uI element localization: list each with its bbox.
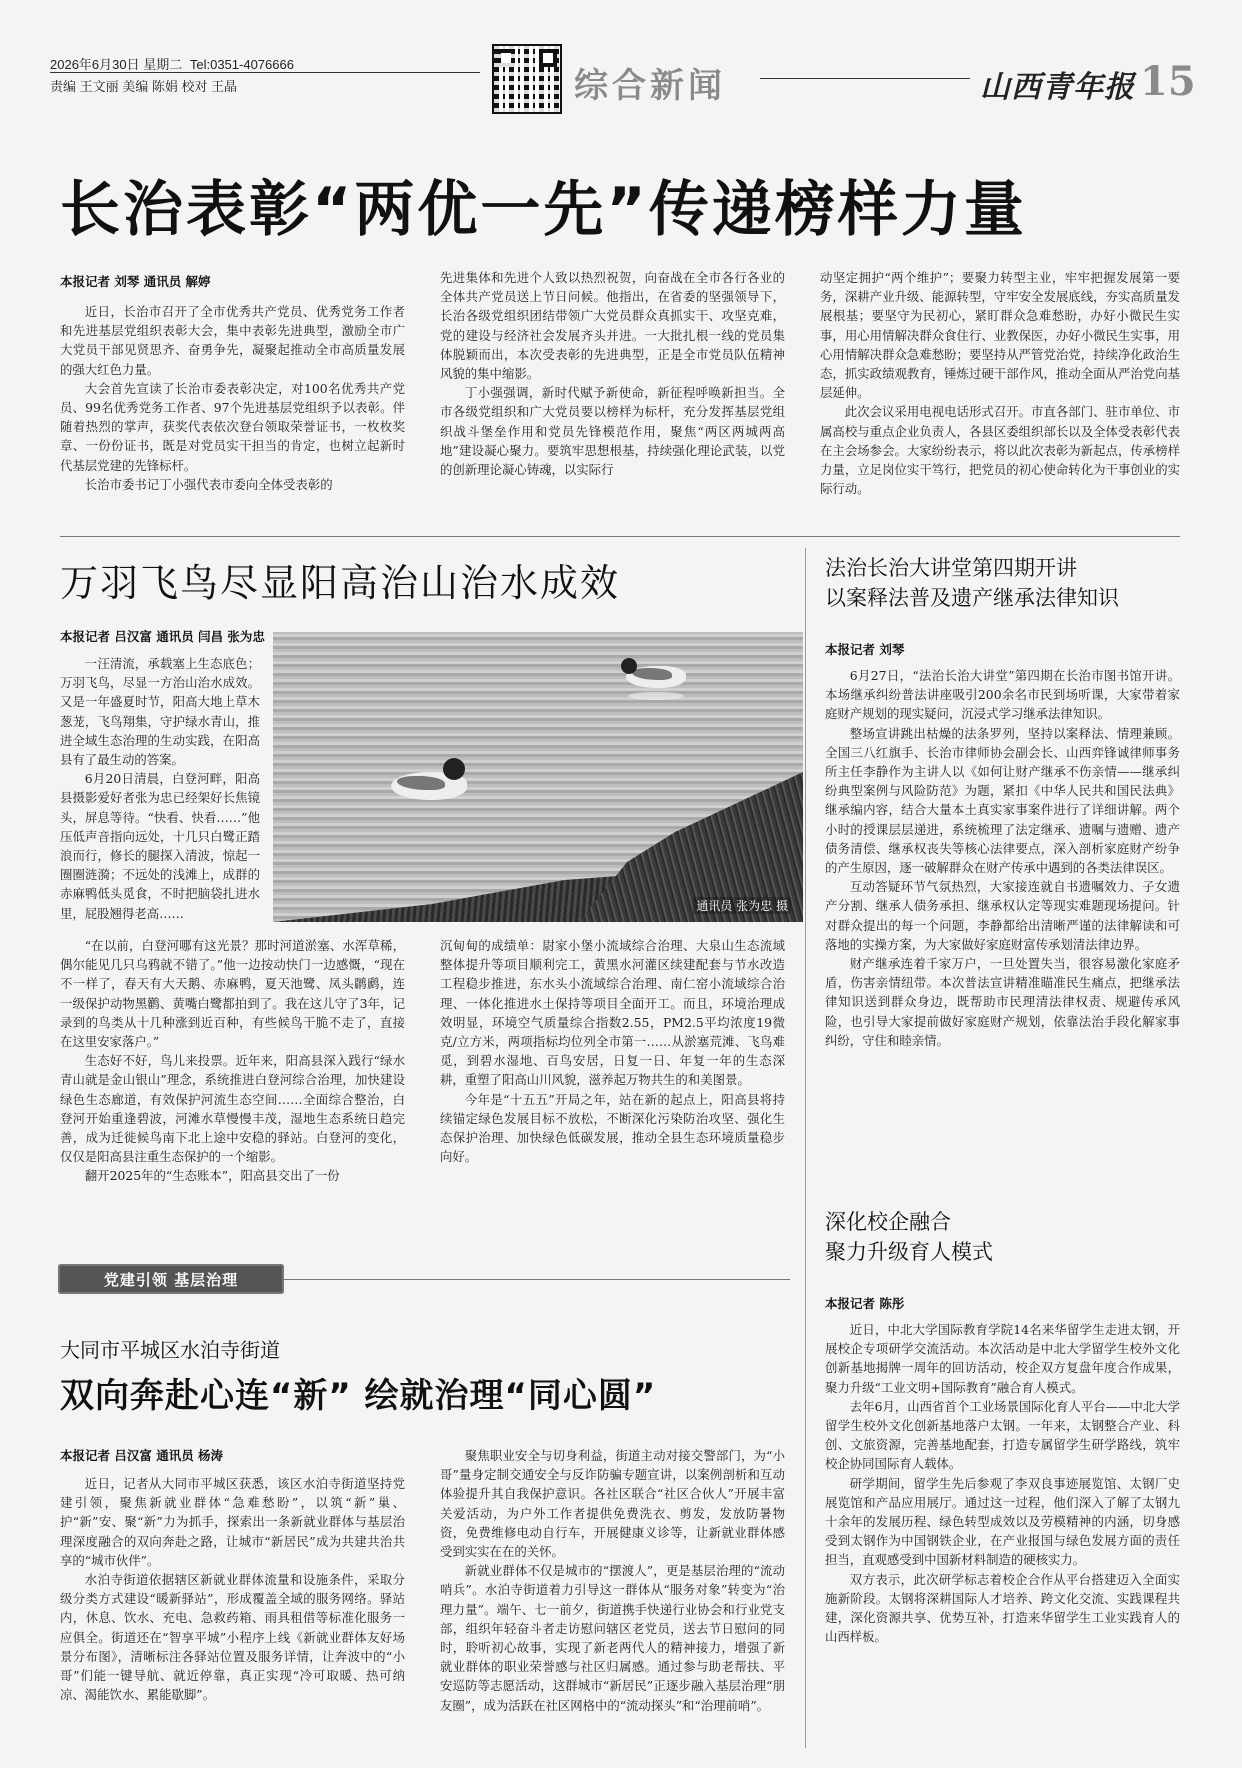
article-2-byline: 本报记者 吕汉富 通讯员 闫昌 张为忠 bbox=[60, 629, 265, 644]
paragraph: 互动答疑环节气氛热烈，大家接连就自书遗嘱效力、子女遗产分割、继承人债务承担、继承权认定等现实难题现场提问。针对群众提出的每一个问题，李静都给出清晰严谨的法律解读和可落地的实操方案，为大家做好家庭财富传承划清法律边界。 bbox=[825, 879, 1180, 952]
masthead-rule-right bbox=[760, 78, 970, 79]
telephone: Tel:0351-4076666 bbox=[189, 57, 294, 72]
paragraph: 新就业群体不仅是城市的“摆渡人”，更是基层治理的“流动哨兵”。水泊寺街道着力引导这一群体从“服务对象”转变为“治理力量”。端午、七一前夕，街道携手快递行业协会和行业党支部，组织年轻奋斗者走访慰问辖区老党员，送去节日慰问的同时，聆听初心故事，实现了新老两代人的精神接力，增强了新就业群体的职业荣誉感与社区归属感。通过参与助老帮扶、平安巡防等志愿活动，这群城市“新居民”正逐步融入基层治理“朋友圈”，成为活跃在社区网格中的“流动探头”和“治理前哨”。 bbox=[440, 1563, 785, 1713]
paragraph: 近日，中北大学国际教育学院14名来华留学生走进太钢，开展校企专项研学交流活动。本次活动是中北大学留学生校外文化创新基地揭牌一周年的回访活动，校企双方复盘年度合作成果，聚力升级“工业文明+国际教育”融合育人模式。 bbox=[825, 1322, 1180, 1395]
date-line bbox=[50, 54, 294, 73]
photo-credit: 通讯员 张为忠 摄 bbox=[693, 897, 791, 914]
gull-icon bbox=[618, 654, 698, 694]
article-3-byline: 本报记者 刘琴 bbox=[825, 642, 905, 657]
article-2-headline: 万羽飞鸟尽显阳高治山治水成效 bbox=[60, 561, 621, 605]
article-2-side-column bbox=[60, 654, 260, 928]
paragraph: 双方表示，此次研学标志着校企合作从平台搭建迈入全面实施新阶段。太钢将深耕国际人才培养、跨文化交流、实践课程共建，深化资源共享、优势互补，打造来华留学生工业实践育人的山西样板。 bbox=[825, 1571, 1180, 1645]
article-5-headline: 双向奔赴心连“新” 绘就治理“同心圆” bbox=[60, 1376, 657, 1416]
paragraph: 一汪清流，承载塞上生态底色；万羽飞鸟，尽显一方治山治水成效。又是一年盛夏时节，阳高大地上草木葱茏，飞鸟翔集，守护绿水青山，推进全域生态治理的生动实践，在阳高县有了最生动的答案。 bbox=[60, 656, 260, 768]
paragraph: 动坚定拥护“两个维护”；要聚力转型主业，牢牢把握发展第一要务，深耕产业升级、能源转型，守牢安全发展底线，夯实高质量发展根基；要坚守为民初心，紧盯群众急难愁盼，办好小微民生实事，用心用情解决群众食住行、业教保医，办好小微民生实事，用心用情解决群众急难愁盼；要坚持从严管党治党，持续净化政治生态，抓实政绩观教育，锤炼过硬干部作风，推动全面从严治党向基层延伸。 bbox=[820, 270, 1180, 401]
article-3-body bbox=[825, 666, 1180, 1202]
gull-icon bbox=[383, 754, 483, 806]
article-2-column-2 bbox=[440, 936, 785, 1184]
article-3-headline-line-1: 法治长治大讲堂第四期开讲 bbox=[825, 556, 1077, 580]
paragraph: 聚焦职业安全与切身利益，街道主动对接交警部门，为“小哥”量身定制交通安全与反诈防骗专题宣讲，以案例剖析和互动体验提升其自我保护意识。各社区联合“社区合伙人”开展丰富关爱活动，为户外工作者提供免费洗衣、剪发，发放防暑物资，免费维修电动自行车，开展健康义诊等，让新就业群体感受到实实在在的关怀。 bbox=[440, 1448, 785, 1560]
article-5-column-2 bbox=[440, 1446, 785, 1744]
article-5-kicker: 大同市平城区水泊寺街道 bbox=[60, 1338, 280, 1362]
paragraph: 生态好不好，鸟儿来投票。近年来，阳高县深入践行“绿水青山就是金山银山”理念，系统推进白登河综合治理，加快建设绿色生态廊道，有效保护河流生态空间……全面综合整治，白登河开始重逢碧波，河滩水草慢慢丰茂，湿地生态系统日趋完善，成为迁徙候鸟南下北上途中安稳的驿站。白登河的变化，仅仅是阳高县注重生态保护的一个缩影。 bbox=[60, 1053, 405, 1165]
editor-credits: 责编 王文丽 美编 陈娟 校对 王晶 bbox=[50, 79, 238, 94]
article-1-column-2 bbox=[440, 268, 785, 520]
paragraph: 长治市委书记丁小强代表市委向全体受表彰的 bbox=[84, 476, 333, 492]
paragraph: 此次会议采用电视电话形式召开。市直各部门、驻市单位、市属高校与重点企业负责人，各县区委组织部长以及全体受表彰代表在主会场参会。大家纷纷表示，将以此次表彰为新起点，传承榜样力量，立足岗位实干笃行，把党员的初心使命转化为干事创业的实际行动。 bbox=[820, 404, 1180, 497]
article-4-body bbox=[825, 1320, 1180, 1740]
paragraph: “在以前，白登河哪有这光景？那时河道淤塞、水浑草稀，偶尔能见几只乌鸦就不错了。”他一边按动快门一边感慨，“现在不一样了，春天有大天鹅、赤麻鸭，夏天池鹭、凤头䴙䴘，连一级保护动物黑鹳、黄嘴白鹭都拍到了。我在这儿守了3年，记录到的鸟类从十几种涨到近百种，有些候鸟干脆不走了，直接在这里安家落户。” bbox=[60, 938, 405, 1050]
section-divider bbox=[60, 536, 1180, 537]
paragraph: 翻开2025年的“生态账本”，阳高县交出了一份 bbox=[84, 1168, 340, 1184]
paragraph: 沉甸甸的成绩单：尉家小堡小流域综合治理、大泉山生态流域整体提升等项目顺利完工，黄黑水河灌区续建配套与节水改造工程稳步推进，东水头小流域综合治理、南仁窑小流域综合治理、一体化推进水土保持等项目全面开工。而且，环境治理成效明显，环境空气质量综合指数2.55，PM2.5平均浓度19微克/立方米，两项指标均位列全市第一……从淤塞荒滩、飞鸟难觅，到碧水湿地、百鸟安居，日复一日、年复一年的生态深耕，重塑了阳高山川风貌，滋养起万物共生的和美图景。 bbox=[440, 938, 785, 1088]
article-1-column-3 bbox=[820, 268, 1180, 520]
paragraph: 去年6月，山西省首个工业场景国际化育人平台——中北大学留学生校外文化创新基地落户太钢。一年来，太钢整合产业、科创、文旅资源，完善基地配套，打造专属留学生研学路线，筑牢校企协同国际育人载体。 bbox=[825, 1398, 1180, 1472]
paragraph: 大会首先宣读了长治市委表彰决定，对100名优秀共产党员、99名优秀党务工作者、97个先进基层党组织予以表彰。伴随着热烈的掌声，获奖代表依次登台领取荣誉证书，一枚枚奖章、一份份证书，既是对党员实干担当的肯定，也树立起新时代基层党建的先锋标杆。 bbox=[60, 380, 405, 473]
column-tag: 党建引领 基层治理 bbox=[58, 1264, 284, 1294]
article-3-headline-line-2: 以案释法普及遗产继承法律知识 bbox=[825, 586, 1119, 610]
paragraph: 丁小强强调，新时代赋予新使命，新征程呼唤新担当。全市各级党组织和广大党员要以榜样为标杆，充分发挥基层党组织战斗堡垒作用和党员先锋模范作用，聚焦“两区两城两高地”建设凝心聚力。要筑牢思想根基，持续强化理论武装，以党的创新理论凝心铸魂，以实际行 bbox=[440, 385, 785, 478]
article-1-column-1 bbox=[60, 302, 405, 520]
article-2-column-1 bbox=[60, 936, 405, 1184]
paragraph: 6月27日，“法治长治大讲堂”第四期在长治市图书馆开讲。本场继承纠纷普法讲座吸引200余名市民到场听课，大家带着家庭财产规划的现实疑问，沉浸式学习继承法律知识。 bbox=[825, 668, 1180, 722]
masthead-rule-left bbox=[50, 72, 480, 73]
article-1-headline: 长治表彰“两优一先”传递榜样力量 bbox=[60, 175, 1027, 245]
page-number: 15 bbox=[1140, 58, 1196, 105]
paragraph: 近日，记者从大同市平城区获悉，该区水泊寺街道坚持党建引领，聚焦新就业群体“急难愁盼”，以筑“新”巢、护“新”安、聚“新”力为抓手，探索出一条新就业群体与基层治理深度融合的双向奔赴之路，让城市“新居民”成为共建共治共享的“城市伙伴”。 bbox=[60, 1476, 405, 1568]
paragraph: 今年是“十五五”开局之年，站在新的起点上，阳高县将持续锚定绿色发展目标不放松，不断深化污染防治攻坚、强化生态保护治理、加快绿色低碳发展，推动全县生态环境质量稳步向好。 bbox=[440, 1091, 785, 1165]
article-4-headline-line-2: 聚力升级育人模式 bbox=[825, 1240, 993, 1264]
qr-code-icon[interactable] bbox=[492, 44, 562, 114]
section-title: 综合新闻 bbox=[574, 66, 726, 106]
column-divider bbox=[805, 548, 806, 1748]
paragraph: 财产继承连着千家万户，一旦处置失当，很容易激化家庭矛盾，伤害亲情纽带。本次普法宣讲精准瞄准民生痛点，把继承法律知识送到群众身边，既帮助市民理清法律权责、规避传承风险，也引导大家提前做好家庭财产规划，依靠法治手段化解家事纠纷，守住和睦亲情。 bbox=[825, 956, 1180, 1048]
paragraph: 近日，长治市召开了全市优秀共产党员、优秀党务工作者和先进基层党组织表彰大会，集中表彰先进典型，激励全市广大党员干部见贤思齐、奋勇争先，凝聚起推动全市高质量发展的强大红色力量。 bbox=[60, 304, 405, 377]
newspaper-logo: 山西青年报 bbox=[980, 70, 1135, 105]
article-5-column-1 bbox=[60, 1474, 405, 1744]
wetland-gull-photo bbox=[273, 632, 803, 922]
paragraph: 整场宣讲跳出枯燥的法条罗列，坚持以案释法、情理兼顾。全国三八红旗手、长治市律师协会副会长、山西弈锋诚律师事务所主任李静作为主讲人以《如何让财产继承不伤亲情——继承纠纷典型案例与风险防范》为题，紧扣《中华人民共和国民法典》继承编内容，结合大量本土真实家事案件进行了详细讲解。两个小时的授课层层递进，系统梳理了法定继承、遗嘱与遗赠、遗产债务清偿、继承权丧失等核心法律要点，深入剖析家庭财产纷争的产生原因，逐一破解群众在财产传承中遇到的各类法律误区。 bbox=[825, 725, 1180, 876]
paragraph: 研学期间，留学生先后参观了李双良事迹展览馆、太钢厂史展览馆和产品应用展厅。通过这一过程，他们深入了解了太钢九十余年的发展历程、绿色转型成效以及劳模精神的内涵，切身感受到太钢作为中国钢铁企业，在产业报国与绿色发展方面的责任担当，直观感受到中国新材料制造的硬核实力。 bbox=[825, 1475, 1180, 1568]
paragraph: 6月20日清晨，白登河畔，阳高县摄影爱好者张为忠已经架好长焦镜头，屏息等待。“快看、快看……”他压低声音指向远处，十几只白鹭正踏浪而行，修长的腿探入清波，惊起一圈圈涟漪；不远处的浅滩上，成群的赤麻鸭低头觅食，不时把脑袋扎进水里，屁股翘得老高…… bbox=[60, 771, 260, 921]
article-5-byline: 本报记者 吕汉富 通讯员 杨涛 bbox=[60, 1448, 224, 1463]
article-1-byline: 本报记者 刘琴 通讯员 解婷 bbox=[60, 274, 211, 289]
article-4-headline-line-1: 深化校企融合 bbox=[825, 1210, 951, 1234]
paragraph: 水泊寺街道依据辖区新就业群体流量和设施条件，采取分级分类方式建设“暖新驿站”，形成覆盖全域的服务网络。驿站内，休息、饮水、充电、急救药箱、雨具租借等标准化服务一应俱全。街道还在“智享平城”小程序上线《新就业群体友好场景分布图》，清晰标注各驿站位置及服务详情，让奔波中的“小哥”们能一键导航、就近停靠，真正实现“冷可取暖、热可纳凉、渴能饮水、累能歇脚”。 bbox=[60, 1572, 405, 1703]
article-4-byline: 本报记者 陈彤 bbox=[825, 1296, 905, 1311]
issue-date: 2026年6月30日 星期二 bbox=[50, 57, 183, 72]
paragraph: 先进集体和先进个人致以热烈祝贺，向奋战在全市各行各业的全体共产党员送上节日问候。他指出，在省委的坚强领导下，长治各级党组织团结带领广大党员群众真抓实干、攻坚克难，党的建设与经济社会发展齐头并进。一大批扎根一线的党员集体脱颖而出，本次受表彰的先进典型，正是全市党员队伍精神风貌的集中缩影。 bbox=[440, 270, 785, 382]
